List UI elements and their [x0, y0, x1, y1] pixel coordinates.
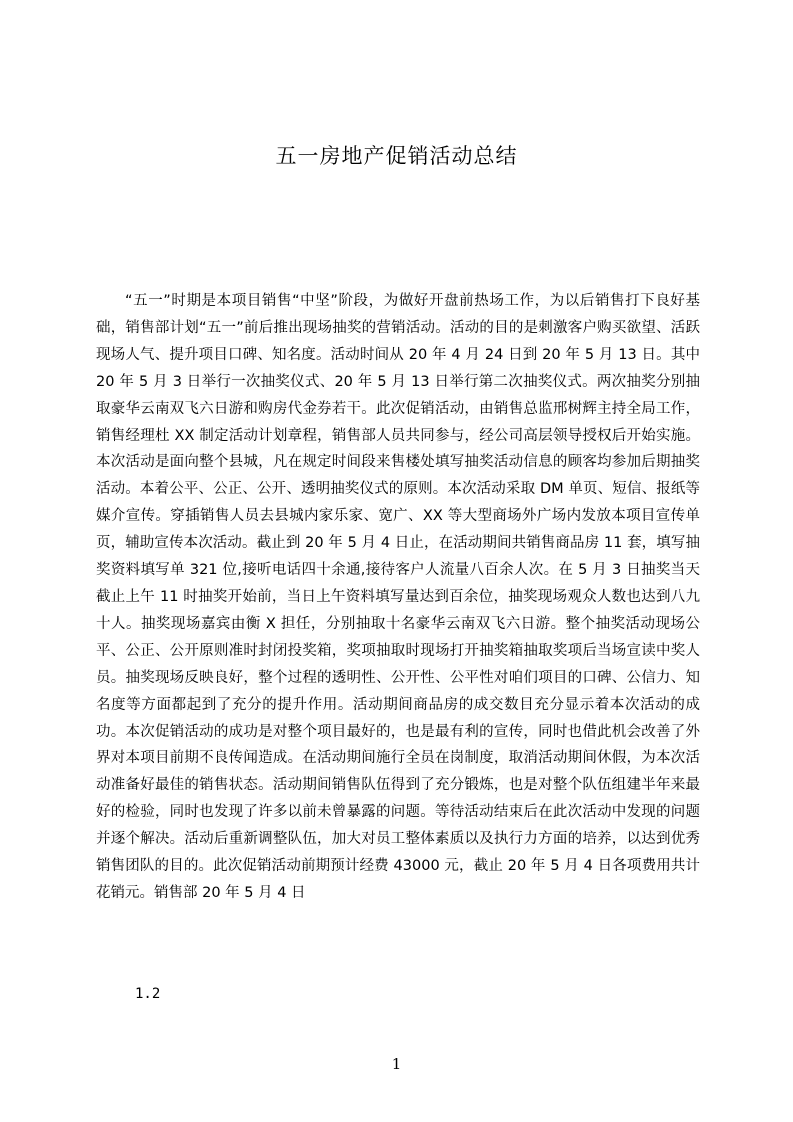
page-number: 1 [391, 1055, 402, 1073]
body-paragraph: “五一”时期是本项目销售“中坚”阶段，为做好开盘前热场工作，为以后销售打下良好基础，销售部计划“五一”前后推出现场抽奖的营销活动。活动的目的是刺激客户购买欲望、活跃现场人气、提升项目口碑、知名度。活动时间从 20 年 4 月 24 日到 20 年 5 月 13 日。其中 20 年 5 月 3 日举行一次抽奖仪式、20 年 5 月 13 日举行第二次抽奖仪式。两次抽奖分别抽取豪华云南双飞六日游和购房代金券若干。此次促销活动，由销售总监邢树辉主持全局工作，销售经理杜 XX 制定活动计划章程，销售部人员共同参与，经公司高层领导授权后开始实施。本次活动是面向整个县城，凡在规定时间段来售楼处填写抽奖活动信息的顾客均参加后期抽奖活动。本着公平、公正、公开、透明抽奖仪式的原则。本次活动采取 DM 单页、短信、报纸等媒介宣传。穿插销售人员去县城内家乐家、宽广、XX 等大型商场外广场内发放本项目宣传单页，辅助宣传本次活动。截止到 20 年 5 月 4 日止，在活动期间共销售商品房 11 套，填写抽奖资料填写单 321 位,接听电话四十余通,接待客户人流量八百余人次。在 5 月 3 日抽奖当天截止上午 11 时抽奖开始前，当日上午资料填写量达到百余位，抽奖现场观众人数也达到八九十人。抽奖现场嘉宾由衡 X 担任，分别抽取十名豪华云南双飞六日游。整个抽奖活动现场公平、公正、公开原则准时封闭投奖箱，奖项抽取时现场打开抽奖箱抽取奖项后当场宣读中奖人员。抽奖现场反映良好，整个过程的透明性、公开性、公平性对咱们项目的口碑、公信力、知名度等方面都起到了充分的提升作用。活动期间商品房的成交数目充分显示着本次活动的成功。本次促销活动的成功是对整个项目最好的，也是最有利的宣传，同时也借此机会改善了外界对本项目前期不良传闻造成。在活动期间施行全员在岗制度，取消活动期间休假，为本次活动准备好最佳的销售状态。活动期间销售队伍得到了充分锻炼，也是对整个队伍组建半年来最好的检验，同时也发现了许多以前未曾暴露的问题。等待活动结束后在此次活动中发现的问题并逐个解决。活动后重新调整队伍，加大对员工整体素质以及执行力方面的培养，以达到优秀销售团队的目的。此次促销活动前期预计经费 43000 元，截止 20 年 5 月 4 日各项费用共计花销元。销售部 20 年 5 月 4 日 [96, 293, 700, 901]
section-reference: 1.2 [135, 986, 161, 1002]
document-title: 五一房地产促销活动总结 [275, 144, 518, 168]
